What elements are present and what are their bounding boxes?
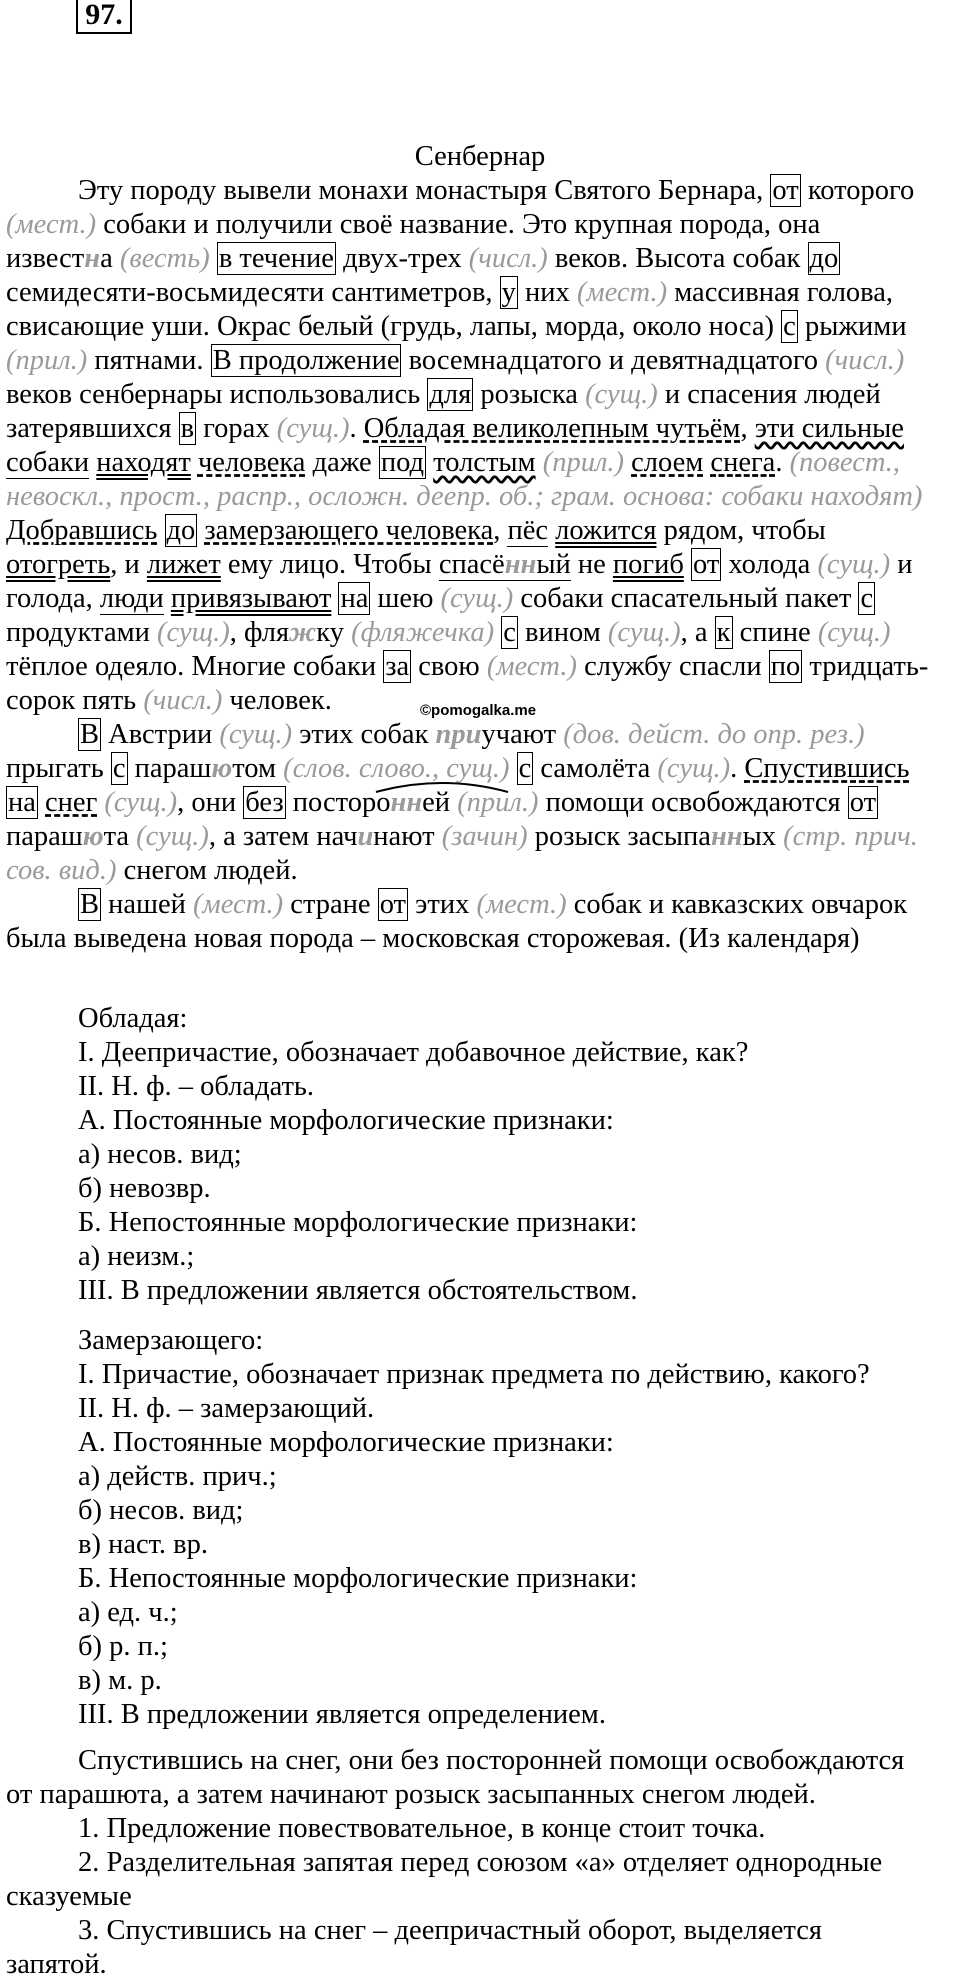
- text-fragment: ей: [422, 787, 458, 818]
- grammar-note: (сущ.): [817, 617, 891, 648]
- sentence-line: от парашюта, а затем начинают розыск засыпанных снегом людей.: [6, 1779, 816, 1810]
- text-fragment: Австрии: [101, 719, 220, 750]
- text-fragment: свою: [418, 651, 480, 682]
- spelling-mark: нн: [390, 787, 423, 818]
- adverbial-underline: слоем: [631, 447, 704, 478]
- adverbial-underline: Спустившись: [744, 753, 910, 784]
- analysis-line: б) р. п.;: [78, 1631, 168, 1662]
- spelling-mark: ю: [211, 753, 233, 784]
- text-fragment: собаки и получили своё название. Это крупная порода, она: [96, 209, 821, 240]
- object-underline: снега: [710, 447, 776, 478]
- text-fragment: и: [890, 549, 913, 580]
- grammar-note: (прил.): [6, 345, 88, 376]
- grammar-note: (прил.): [457, 787, 539, 818]
- text-fragment: массивная голова,: [667, 277, 894, 308]
- adverbial-underline: снег: [45, 787, 98, 818]
- grammar-note: (мест.): [476, 889, 567, 920]
- text-fragment: .: [349, 413, 364, 444]
- watermark: ©pomogalka.me: [420, 702, 537, 719]
- spelling-mark: н: [84, 243, 101, 274]
- text-fragment: ых: [742, 821, 784, 852]
- grammar-note: (сущ.): [607, 617, 681, 648]
- text-fragment: них: [517, 277, 577, 308]
- boxed-preposition: по: [770, 651, 801, 682]
- analysis-line: в) м. р.: [78, 1665, 162, 1696]
- text-fragment: восемнадцатого и девятнадцатого: [401, 345, 826, 376]
- adverbial-underline: Добравшись: [6, 515, 158, 546]
- text-fragment: спине: [732, 617, 818, 648]
- grammar-note: (сущ.): [657, 753, 731, 784]
- grammar-note: (слов. слово., сущ.): [283, 753, 510, 784]
- text-fragment: , они: [177, 787, 244, 818]
- boxed-preposition: в: [180, 413, 195, 444]
- syntax-analysis: [6, 1744, 956, 1982]
- text-line: [6, 820, 956, 854]
- grammar-note: (сущ.): [817, 549, 891, 580]
- text-fragment: свисающие уши. Окрас белый (грудь, лапы, морда, около носа): [6, 311, 782, 342]
- text-fragment: и спасения людей: [657, 379, 881, 410]
- root-arc-mark: [372, 780, 512, 794]
- boxed-preposition: с: [518, 753, 532, 784]
- text-fragment: , а: [680, 617, 715, 648]
- text-fragment: [157, 515, 164, 546]
- spelling-mark: ж: [289, 617, 317, 648]
- morph-analysis-zamerz: [78, 1324, 948, 1732]
- text-line: [6, 412, 956, 446]
- boxed-preposition: на: [8, 787, 36, 818]
- grammar-note: (сущ.): [104, 787, 178, 818]
- boxed-preposition: за: [385, 651, 410, 682]
- analysis-line: А. Постоянные морфологические признаки:: [78, 1105, 614, 1136]
- grammar-note: (сущ.): [136, 821, 209, 852]
- analysis-line: II. Н. ф. – замерзающий.: [78, 1393, 375, 1424]
- text-fragment: собак и кавказских овчарок: [566, 889, 908, 920]
- analysis-line: в) наст. вр.: [78, 1529, 209, 1560]
- boxed-preposition: к: [716, 617, 731, 648]
- text-fragment: а: [100, 243, 120, 274]
- text-line: [6, 446, 956, 480]
- subject-underline: собаки: [6, 447, 90, 478]
- spelling-mark: ю: [82, 821, 104, 852]
- text-fragment: затерявшихся: [6, 413, 179, 444]
- text-fragment: том: [232, 753, 284, 784]
- boxed-preposition: с: [112, 753, 126, 784]
- text-fragment: семидесяти-восьмидесяти сантиметров,: [6, 277, 500, 308]
- text-fragment: та: [103, 821, 137, 852]
- text-fragment: веков сенбернары использовались: [6, 379, 428, 410]
- text-line: [6, 582, 956, 616]
- grammar-note: (сущ.): [440, 583, 514, 614]
- grammar-note: (сущ.): [276, 413, 350, 444]
- predicate-underline: погиб: [612, 549, 684, 580]
- text-fragment: рыжими: [797, 311, 907, 342]
- text-fragment: [684, 549, 691, 580]
- grammar-note: (мест.): [486, 651, 577, 682]
- syntax-item: 3. Спустившись на снег – деепричастный оборот, выделяется: [78, 1915, 822, 1946]
- attribute-underline: эти сильные: [754, 413, 904, 444]
- analysis-line: б) невозвр.: [78, 1173, 211, 1204]
- text-fragment: голода,: [6, 583, 100, 614]
- boxed-preposition: от: [772, 175, 799, 206]
- syntax-item: 2. Разделительная запятая перед союзом «а» отделяет однородные: [78, 1847, 883, 1878]
- text-fragment: учают: [481, 719, 564, 750]
- spelling-mark: нн: [504, 549, 537, 580]
- text-fragment: холода: [721, 549, 818, 580]
- annotated-text: [6, 174, 956, 956]
- predicate-underline: отогреть: [6, 549, 111, 580]
- spelling-mark: при: [435, 719, 482, 750]
- syntax-item: 1. Предложение повествовательное, в конце стоит точка.: [78, 1813, 766, 1844]
- text-fragment: [210, 243, 217, 274]
- text-fragment: двух-трех: [335, 243, 469, 274]
- morph-analysis-oblad: [78, 1002, 948, 1308]
- subject-underline: люди: [99, 583, 164, 614]
- object-underline: человека: [197, 447, 306, 478]
- boxed-preposition: В: [80, 719, 100, 750]
- adverbial-underline: Обладая великолепным чутьём: [363, 413, 741, 444]
- analysis-line: а) несов. вид;: [78, 1139, 242, 1170]
- text-line: [6, 514, 956, 548]
- boxed-preposition: на: [340, 583, 369, 614]
- analysis-line: а) ед. ч.;: [78, 1597, 178, 1628]
- text-fragment: рядом, чтобы: [656, 515, 826, 546]
- text-fragment: , фля: [229, 617, 290, 648]
- text-fragment: [480, 651, 487, 682]
- text-fragment: нашей: [101, 889, 194, 920]
- predicate-underline: лижет: [146, 549, 221, 580]
- text-line: [6, 718, 956, 752]
- boxed-preposition: В: [80, 889, 100, 920]
- grammar-note: (мест.): [6, 209, 97, 240]
- text-fragment: тридцать-: [802, 651, 929, 682]
- boxed-preposition: без: [245, 787, 284, 818]
- grammar-note: (сущ.): [585, 379, 658, 410]
- grammar-note: (числ.): [143, 685, 223, 716]
- text-fragment: этих: [408, 889, 477, 920]
- boxed-preposition: от: [693, 549, 720, 580]
- grammar-note: (мест.): [193, 889, 284, 920]
- grammar-note: (стр. прич.: [783, 821, 918, 852]
- grammar-note: (сущ.): [219, 719, 293, 750]
- text-fragment: ый: [536, 549, 571, 580]
- text-line: [6, 310, 956, 344]
- grammar-note: (зачин): [441, 821, 528, 852]
- text-fragment: розыск засыпа: [527, 821, 711, 852]
- adverbial-underline: замерзающего человека: [204, 515, 494, 546]
- text-fragment: самолёта: [533, 753, 658, 784]
- text-fragment: тёплое одеяло. Многие собаки: [6, 651, 384, 682]
- grammar-note: (числ.): [825, 345, 905, 376]
- boxed-preposition: до: [809, 243, 839, 274]
- text-fragment: не: [570, 549, 613, 580]
- text-fragment: продуктами: [6, 617, 158, 648]
- text-fragment: сорок пять: [6, 685, 144, 716]
- text-fragment: .: [775, 447, 790, 478]
- text-fragment: была выведена новая порода – московская сторожевая. (Из календаря): [6, 923, 860, 954]
- text-line: [6, 888, 956, 922]
- text-line: [6, 208, 956, 242]
- attribute-underline: толстым: [433, 447, 536, 478]
- analysis-line: Б. Непостоянные морфологические признаки:: [78, 1563, 638, 1594]
- grammar-note: (сущ.): [157, 617, 230, 648]
- boxed-preposition: с: [503, 617, 516, 648]
- analysis-line: Обладая:: [78, 1003, 188, 1034]
- boxed-preposition: у: [501, 277, 516, 308]
- text-fragment: ему лицо. Чтобы: [220, 549, 439, 580]
- analysis-line: б) несов. вид;: [78, 1495, 244, 1526]
- analysis-line: I. Причастие, обозначает признак предмета по действию, какого?: [78, 1359, 870, 1390]
- text-fragment: спасё: [438, 549, 505, 580]
- text-fragment: посторо: [285, 787, 391, 818]
- text-fragment: помощи освобождаются: [538, 787, 848, 818]
- text-fragment: параш: [6, 821, 83, 852]
- text-fragment: собаки спасательный пакет: [513, 583, 859, 614]
- text-line: [6, 480, 956, 514]
- text-line: [6, 854, 956, 888]
- sentence-line: Спустившись на снег, они без посторонней помощи освобождаются: [78, 1745, 905, 1776]
- subject-underline: пёс: [507, 515, 549, 546]
- boxed-preposition: с: [860, 583, 874, 614]
- grammar-note: сов. вид.): [6, 855, 117, 886]
- text-fragment: вином: [517, 617, 608, 648]
- text-fragment: параш: [127, 753, 212, 784]
- text-fragment: извест: [6, 243, 85, 274]
- text-fragment: [164, 583, 171, 614]
- grammar-note: (мест.): [576, 277, 668, 308]
- predicate-underline: ложится: [555, 515, 657, 546]
- text-fragment: , и: [110, 549, 147, 580]
- syntax-item: запятой.: [6, 1949, 107, 1980]
- boxed-preposition: в течение: [218, 243, 334, 274]
- text-fragment: шею: [370, 583, 441, 614]
- text-line: [6, 242, 956, 276]
- text-fragment: ку: [316, 617, 352, 648]
- text-fragment: снегом людей.: [116, 855, 298, 886]
- text-fragment: розыска: [473, 379, 586, 410]
- grammar-note: (весть): [119, 243, 210, 274]
- text-line: [6, 922, 956, 956]
- boxed-preposition: от: [849, 787, 877, 818]
- text-fragment: службу спасли: [576, 651, 769, 682]
- text-title: Сенбернар: [414, 141, 546, 172]
- subject-underline: [439, 549, 571, 581]
- text-fragment: горах: [196, 413, 277, 444]
- text-fragment: ,: [493, 515, 508, 546]
- text-fragment: Эту породу вывели монахи монастыря Святого Бернара,: [78, 175, 771, 206]
- text-fragment: прыгать: [6, 753, 111, 784]
- grammar-note: (дов. дейст. до опр. рез.): [563, 719, 865, 750]
- grammar-note: (фляжечка): [351, 617, 495, 648]
- text-line: [6, 650, 956, 684]
- boxed-preposition: от: [379, 889, 407, 920]
- text-fragment: [191, 447, 198, 478]
- analysis-line: III. В предложении является обстоятельством.: [78, 1275, 638, 1306]
- analysis-line: Б. Непостоянные морфологические признаки:: [78, 1207, 638, 1238]
- spelling-mark: нн: [710, 821, 743, 852]
- text-fragment: ,: [740, 413, 755, 444]
- text-fragment: человек.: [222, 685, 332, 716]
- text-fragment: этих собак: [292, 719, 436, 750]
- text-line: [6, 616, 956, 650]
- boxed-preposition: с: [783, 311, 796, 342]
- text-fragment: нают: [373, 821, 442, 852]
- text-line: [6, 548, 956, 582]
- boxed-preposition: до: [166, 515, 196, 546]
- spelling-mark: и: [357, 821, 374, 852]
- text-line: [6, 344, 956, 378]
- analysis-line: а) неизм.;: [78, 1241, 195, 1272]
- text-fragment: пятнами.: [87, 345, 211, 376]
- boxed-preposition: В продолжение: [212, 345, 400, 376]
- grammar-note: (прил.): [542, 447, 625, 478]
- analysis-line: I. Деепричастие, обозначает добавочное действие, как?: [78, 1037, 749, 1068]
- analysis-line: II. Н. ф. – обладать.: [78, 1071, 315, 1102]
- text-line: [6, 276, 956, 310]
- analysis-line: III. В предложении является определением.: [78, 1699, 606, 1730]
- text-fragment: которого: [800, 175, 915, 206]
- text-fragment: .: [730, 753, 745, 784]
- analysis-line: А. Постоянные морфологические признаки:: [78, 1427, 614, 1458]
- predicate-underline: привязывают: [170, 583, 332, 614]
- boxed-preposition: для: [429, 379, 472, 410]
- grammar-note: невоскл., прост., распр., осложн. деепр. об.; грам. основа: собаки находят): [6, 481, 923, 512]
- text-fragment: , а затем нач: [208, 821, 358, 852]
- predicate-underline: находят: [96, 447, 191, 478]
- exercise-number: 97.: [76, 0, 132, 34]
- grammar-note: (повест.,: [789, 447, 901, 478]
- text-fragment: стране: [283, 889, 378, 920]
- syntax-item: сказуемые: [6, 1881, 132, 1912]
- text-fragment: веков. Высота собак: [547, 243, 808, 274]
- text-fragment: [38, 787, 45, 818]
- text-fragment: [536, 447, 543, 478]
- analysis-line: а) действ. прич.;: [78, 1461, 277, 1492]
- grammar-note: (числ.): [468, 243, 548, 274]
- text-line: [6, 174, 956, 208]
- boxed-preposition: под: [380, 447, 424, 478]
- text-fragment: даже: [305, 447, 379, 478]
- text-line: [6, 378, 956, 412]
- analysis-line: Замерзающего:: [78, 1325, 264, 1356]
